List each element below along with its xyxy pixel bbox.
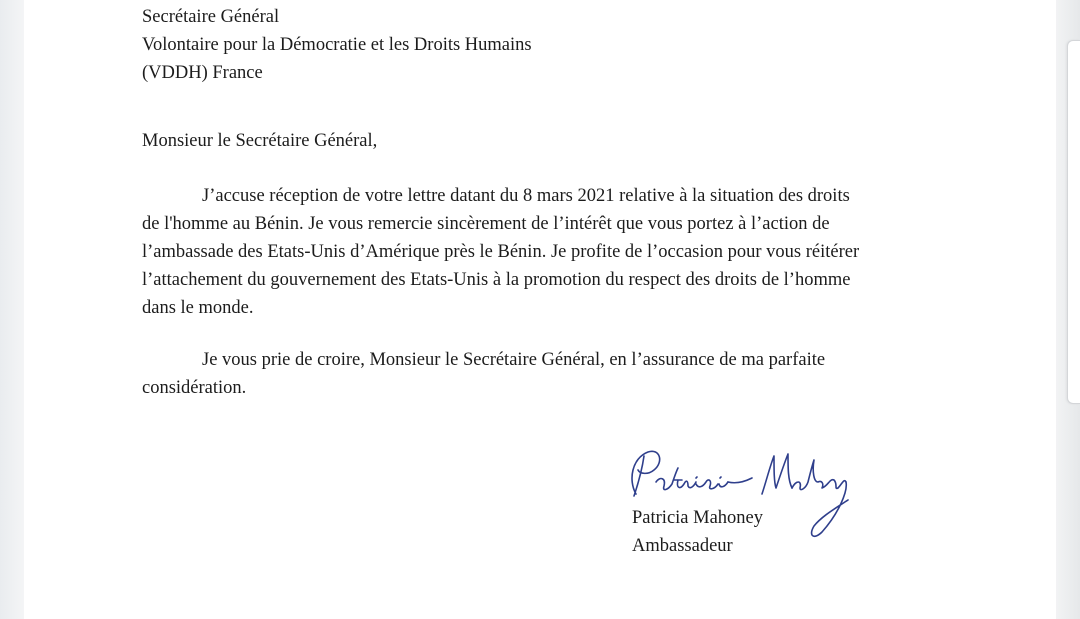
signer-role: Ambassadeur (632, 536, 733, 556)
paragraph-line: l’ambassade des Etats-Unis d’Amérique près le Bénin. Je profite de l’occasion pour vous réitérer (142, 242, 860, 262)
letter-page (24, 0, 1056, 619)
paragraph-line: de l'homme au Bénin. Je vous remercie sincèrement de l’intérêt que vous portez à l’action de (142, 214, 830, 234)
recipient-organization: Volontaire pour la Démocratie et les Droits Humains (142, 35, 532, 55)
paragraph-line: considération. (142, 378, 247, 398)
left-margin (0, 0, 24, 619)
scroll-handle[interactable] (1067, 40, 1080, 404)
recipient-org-abbrev: (VDDH) France (142, 63, 263, 83)
recipient-title: Secrétaire Général (142, 7, 280, 27)
salutation: Monsieur le Secrétaire Général, (142, 131, 378, 151)
signer-name: Patricia Mahoney (632, 508, 763, 528)
paragraph-line: Je vous prie de croire, Monsieur le Secrétaire Général, en l’assurance de ma parfaite (202, 350, 826, 370)
paragraph-line: J’accuse réception de votre lettre datant du 8 mars 2021 relative à la situation des droits (202, 186, 850, 206)
paragraph-line: l’attachement du gouvernement des Etats-Unis à la promotion du respect des droits de l’homme (142, 270, 851, 290)
paragraph-line: dans le monde. (142, 298, 254, 318)
